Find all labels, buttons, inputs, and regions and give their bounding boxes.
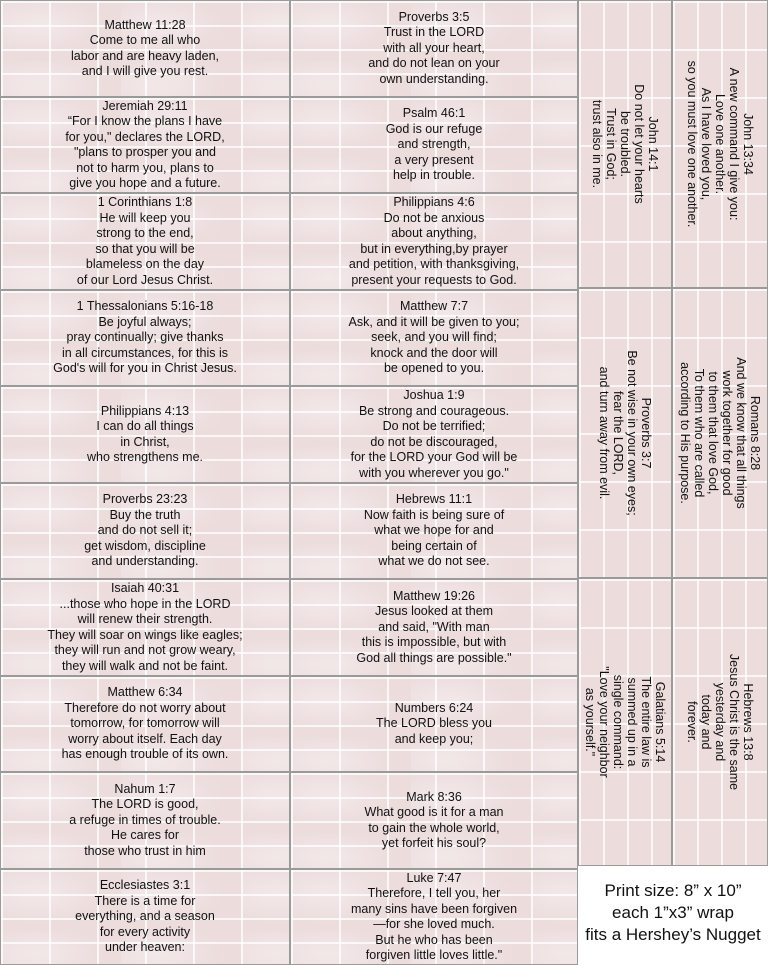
verse-reference: Philippians 4:6 bbox=[393, 195, 475, 209]
verse-reference: Matthew 19:26 bbox=[393, 588, 475, 603]
verse-line: ...those who hope in the LORD bbox=[59, 596, 231, 611]
verse-card bbox=[0, 386, 290, 483]
verse-line: to them that love God, bbox=[706, 371, 720, 495]
verse-line: What good is it for a man bbox=[364, 805, 504, 819]
verse-line: Come to me all who bbox=[89, 33, 201, 47]
verse-line: God all things are possible." bbox=[356, 650, 512, 665]
verse-line: Be not wise in your own eyes; bbox=[625, 350, 639, 516]
verse-text bbox=[291, 677, 577, 771]
verse-text bbox=[1, 1, 289, 96]
verse-line: many sins have been forgiven bbox=[350, 901, 518, 916]
print-info-line: each 1”x3” wrap bbox=[612, 903, 734, 922]
verse-text bbox=[291, 870, 577, 964]
verse-text bbox=[1, 194, 289, 289]
verse-line: for you," declares the LORD, bbox=[65, 129, 225, 144]
verse-line: God is our refuge bbox=[385, 121, 483, 136]
verse-line: The entire law is bbox=[639, 676, 653, 768]
verse-text bbox=[1, 773, 289, 868]
verse-text bbox=[1, 387, 289, 482]
verse-line: Be strong and courageous. bbox=[358, 403, 510, 418]
verse-line: and strength, bbox=[397, 137, 471, 152]
verse-reference: Luke 7:47 bbox=[406, 870, 462, 885]
verse-line: and do not lean on your bbox=[368, 56, 500, 71]
verse-line: to gain the whole world, bbox=[368, 820, 500, 835]
verse-line: a refuge in times of trouble. bbox=[69, 812, 221, 827]
verse-line: yet forfeit his soul? bbox=[381, 836, 487, 850]
verse-line: in all circumstances, for this is bbox=[61, 345, 229, 360]
verse-card bbox=[672, 578, 768, 866]
verse-line: and said, "With man bbox=[378, 619, 490, 634]
verse-line: under heaven: bbox=[105, 940, 185, 955]
print-info-line: Print size: 8” x 10” bbox=[604, 881, 742, 900]
verse-card bbox=[0, 676, 290, 772]
verse-card bbox=[0, 483, 290, 579]
verse-text bbox=[291, 98, 577, 192]
verse-line: pray continually; give thanks bbox=[66, 330, 224, 345]
verse-line: To them who are called bbox=[692, 368, 706, 498]
verse-text bbox=[291, 773, 577, 868]
verse-line: a very present bbox=[394, 152, 474, 167]
verse-text bbox=[1, 484, 289, 578]
verse-line: Buy the truth bbox=[109, 507, 181, 522]
verse-line: so you must love one another. bbox=[685, 60, 699, 228]
verse-line: has enough trouble of its own. bbox=[61, 747, 229, 762]
verse-reference: Proverbs 3:7 bbox=[639, 397, 653, 469]
verse-line: blameless on the day bbox=[85, 257, 205, 271]
verse-card bbox=[290, 290, 578, 386]
verse-card bbox=[290, 579, 578, 676]
verse-line: and keep you; bbox=[394, 731, 474, 746]
verse-text bbox=[291, 194, 577, 289]
verse-line: There is a time for bbox=[94, 893, 196, 908]
verse-line: but in everything,by prayer bbox=[360, 241, 508, 256]
verse-line: and do not sell it; bbox=[97, 523, 193, 538]
verse-card bbox=[578, 288, 672, 578]
verse-text bbox=[1, 98, 289, 192]
verse-line: Do not be terrified; bbox=[382, 419, 486, 433]
verse-line: as yourself." bbox=[583, 687, 597, 757]
verse-line: Jesus Christ is the same bbox=[727, 653, 741, 791]
verse-reference: Hebrews 11:1 bbox=[395, 492, 473, 507]
verse-line: He cares for bbox=[110, 828, 180, 843]
verse-line: about anything, bbox=[391, 226, 477, 240]
verse-line: in Christ, bbox=[120, 434, 170, 449]
verse-line: "plans to prosper you and bbox=[73, 145, 217, 159]
verse-reference: Matthew 6:34 bbox=[107, 685, 183, 700]
verse-card bbox=[290, 0, 578, 97]
verse-text bbox=[291, 1, 577, 96]
verse-line: They will soar on wings like eagles; bbox=[47, 627, 243, 642]
verse-text bbox=[291, 580, 577, 675]
verse-line: The LORD bless you bbox=[375, 716, 493, 731]
verse-line: The LORD is good, bbox=[91, 797, 199, 812]
verse-line: work together for good bbox=[720, 370, 734, 496]
verse-line: forgiven little loves little." bbox=[365, 948, 503, 962]
verse-line: own understanding. bbox=[379, 71, 489, 86]
verse-text bbox=[291, 291, 577, 385]
verse-reference: Hebrews 13:8 bbox=[741, 683, 755, 761]
print-info bbox=[578, 866, 768, 960]
verse-line: Do not be anxious bbox=[383, 210, 485, 225]
verse-text bbox=[597, 350, 653, 515]
verse-line: I can do all things bbox=[96, 419, 194, 433]
verse-reference: Proverbs 3:5 bbox=[398, 9, 470, 24]
verse-line: single command: bbox=[611, 674, 625, 770]
verse-card bbox=[290, 386, 578, 483]
verse-reference: Psalm 46:1 bbox=[402, 106, 466, 121]
verse-line: what we hope for and bbox=[374, 523, 494, 538]
verse-line: be opened to you. bbox=[383, 361, 485, 376]
verse-line: give you hope and a future. bbox=[69, 176, 221, 190]
verse-text bbox=[685, 61, 755, 228]
verse-card bbox=[290, 97, 578, 193]
verse-line: trust also in me. bbox=[590, 99, 604, 189]
verse-reference: 1 Thessalonians 5:16-18 bbox=[76, 299, 214, 314]
verse-line: But he who has been bbox=[375, 932, 493, 947]
verse-reference: Nahum 1:7 bbox=[114, 781, 176, 796]
verse-line: summed up in a bbox=[625, 677, 639, 767]
verse-line: Trust in God; bbox=[604, 108, 618, 180]
verse-reference: Proverbs 23:23 bbox=[102, 492, 188, 507]
verse-line: be troubled. bbox=[618, 110, 632, 178]
verse-card bbox=[578, 0, 672, 288]
verse-card bbox=[0, 0, 290, 97]
verse-line: and I will give you rest. bbox=[81, 64, 209, 78]
verse-card bbox=[290, 869, 578, 965]
verse-line: A new command I give you: bbox=[727, 67, 741, 221]
verse-reference: Matthew 7:7 bbox=[399, 299, 469, 314]
verse-line: they will walk and not be faint. bbox=[61, 658, 229, 673]
verse-reference: Galatians 5:14 bbox=[653, 681, 667, 763]
verse-line: worry about itself. Each day bbox=[68, 731, 222, 746]
verse-line: yesterday and bbox=[713, 682, 727, 762]
verse-line: they will run and not grow weary, bbox=[54, 643, 236, 657]
verse-line: who strengthens me. bbox=[86, 450, 204, 464]
verse-text bbox=[291, 387, 577, 482]
verse-text bbox=[685, 654, 755, 790]
verse-text bbox=[583, 666, 667, 777]
verse-line: "Love your neighbor bbox=[597, 666, 611, 778]
verse-line: present your requests to God. bbox=[351, 272, 517, 287]
verse-card bbox=[578, 578, 672, 866]
verse-reference: John 13:34 bbox=[741, 113, 755, 175]
print-info-line: fits a Hershey’s Nugget bbox=[585, 925, 761, 944]
verse-line: Now faith is being sure of bbox=[363, 507, 505, 522]
verse-reference: Romans 8:28 bbox=[748, 395, 762, 471]
verse-text bbox=[1, 677, 289, 771]
verse-reference: Matthew 11:28 bbox=[104, 17, 186, 32]
verse-line: will renew their strength. bbox=[77, 612, 213, 626]
verse-text bbox=[1, 870, 289, 964]
verse-line: Be joyful always; bbox=[98, 314, 192, 329]
verse-card bbox=[0, 290, 290, 386]
verse-line: Love one another. bbox=[713, 93, 727, 195]
verse-reference: Philippians 4:13 bbox=[100, 403, 190, 418]
verse-line: seek, and you will find; bbox=[371, 330, 497, 345]
verse-reference: Jeremiah 29:11 bbox=[102, 98, 188, 113]
verse-card bbox=[672, 0, 768, 288]
verse-line: And we know that all things bbox=[734, 357, 748, 509]
verse-line: Jesus looked at them bbox=[374, 604, 494, 619]
verse-reference: Joshua 1:9 bbox=[403, 388, 465, 402]
verse-line: those who trust in him bbox=[84, 843, 206, 858]
verse-line: He will keep you bbox=[99, 210, 191, 225]
verse-line: strong to the end, bbox=[96, 226, 194, 240]
verse-card bbox=[290, 772, 578, 869]
verse-card bbox=[0, 97, 290, 193]
verse-line: forever. bbox=[685, 701, 699, 743]
verse-line: and turn away from evil. bbox=[597, 366, 611, 500]
verse-line: Trust in the LORD bbox=[383, 25, 485, 40]
verse-line: knock and the door will bbox=[370, 345, 498, 360]
verse-reference: 1 Corinthians 1:8 bbox=[97, 195, 193, 209]
verse-line: help in trouble. bbox=[392, 168, 475, 183]
verse-card bbox=[290, 483, 578, 579]
verse-line: “For I know the plans I have bbox=[67, 114, 223, 128]
verse-reference: John 14:1 bbox=[646, 116, 660, 172]
verse-line: tomorrow, for tomorrow will bbox=[70, 716, 220, 731]
verse-line: do not be discouraged, bbox=[370, 434, 498, 449]
verse-card bbox=[0, 193, 290, 290]
verse-line: As I have loved you, bbox=[699, 87, 713, 201]
verse-text bbox=[291, 484, 577, 578]
verse-line: with you wherever you go." bbox=[359, 465, 509, 480]
verse-card bbox=[290, 193, 578, 290]
verse-line: Therefore, I tell you, her bbox=[367, 886, 501, 900]
verse-line: what we do not see. bbox=[378, 554, 490, 569]
verse-reference: Isaiah 40:31 bbox=[110, 581, 180, 595]
verse-card bbox=[290, 676, 578, 772]
verse-line: so that you will be bbox=[95, 241, 195, 256]
verse-line: —for she loved much. bbox=[373, 917, 495, 931]
verse-line: with all your heart, bbox=[383, 40, 485, 55]
verse-line: God's will for you in Christ Jesus. bbox=[53, 361, 237, 376]
verse-line: everything, and a season bbox=[75, 909, 215, 924]
verse-card bbox=[0, 869, 290, 965]
verse-card bbox=[0, 772, 290, 869]
verse-line: not to harm you, plans to bbox=[76, 160, 214, 175]
verse-card bbox=[0, 579, 290, 676]
verse-line: and petition, with thanksgiving, bbox=[348, 257, 520, 271]
verse-line: today and bbox=[699, 694, 713, 750]
verse-line: for the LORD your God will be bbox=[350, 450, 518, 464]
verse-line: get wisdom, discipline bbox=[84, 538, 206, 553]
verse-reference: Ecclesiastes 3:1 bbox=[99, 878, 191, 893]
verse-text bbox=[678, 357, 762, 508]
verse-line: according to His purpose. bbox=[678, 362, 692, 504]
verse-reference: Numbers 6:24 bbox=[394, 700, 474, 715]
verse-text bbox=[1, 291, 289, 385]
verse-text bbox=[590, 84, 660, 204]
verse-line: being certain of bbox=[391, 538, 477, 553]
verse-line: and understanding. bbox=[91, 554, 199, 569]
verse-reference: Mark 8:36 bbox=[406, 789, 462, 804]
verse-card bbox=[672, 288, 768, 578]
verse-line: labor and are heavy laden, bbox=[70, 48, 220, 63]
verse-line: Therefore do not worry about bbox=[64, 700, 226, 715]
verse-line: this is impossible, but with bbox=[361, 635, 507, 650]
verse-text bbox=[1, 580, 289, 675]
verse-line: of our Lord Jesus Christ. bbox=[76, 272, 214, 287]
verse-line: for every activity bbox=[99, 924, 191, 939]
verse-line: Ask, and it will be given to you; bbox=[348, 314, 520, 329]
verse-line: fear the LORD, bbox=[611, 390, 625, 476]
verse-line: Do not let your hearts bbox=[632, 84, 646, 204]
